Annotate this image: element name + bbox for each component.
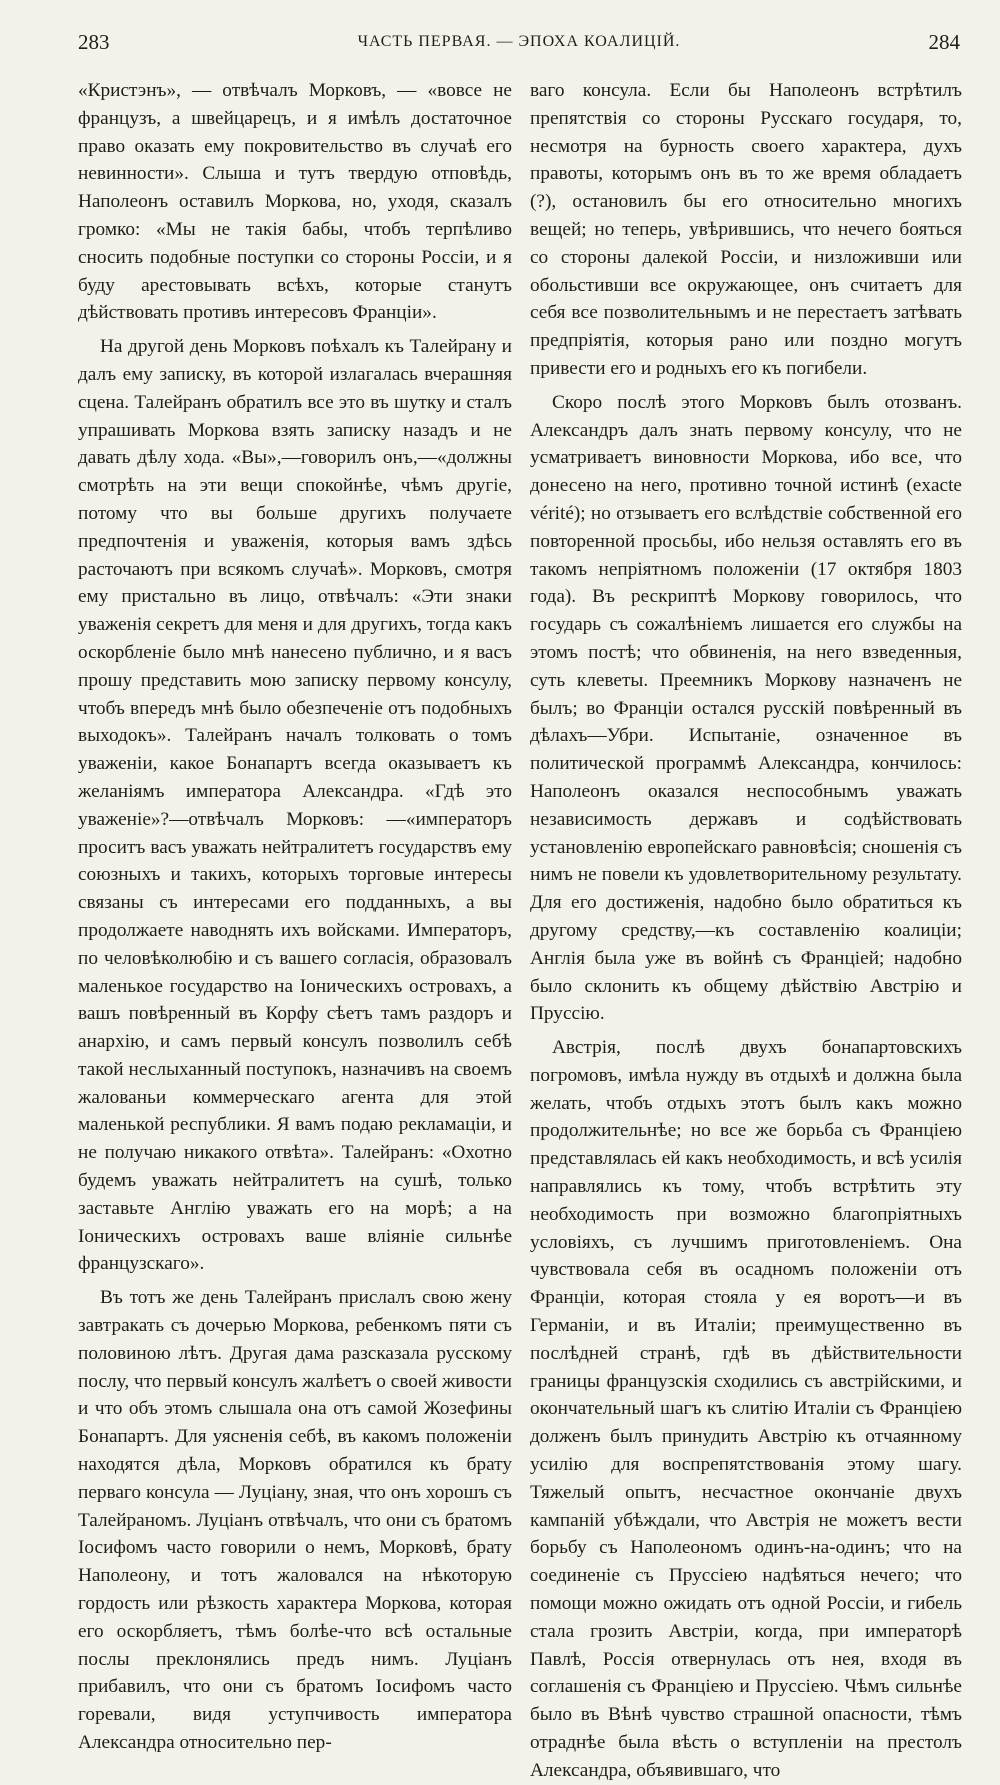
paragraph: ваго консула. Если бы Наполеонъ встрѣтилъ препятствія со стороны Русскаго государя, то, несмотря на бурность своего характера, духъ правоты, которымъ онъ въ то же время обладаетъ (?), остановилъ бы его относительно многихъ вещей; но теперь, увѣрившись, что нечего бояться со стороны далекой Россіи, и низложивши или обольстивши все окружающее, онъ считаетъ для себя все позволительнымъ и не перестаетъ затѣвать предпріятія, которыя рано или поздно могутъ привести его и родныхъ его къ погибели. (530, 80, 962, 379)
page-header (78, 30, 960, 60)
left-column (78, 77, 512, 1754)
page-number-right: 284 (928, 30, 960, 54)
paragraph: Австрія, послѣ двухъ бонапартовскихъ погромовъ, имѣла нужду въ отдыхѣ и должна была желать, чтобъ отдыхъ этотъ былъ какъ можно продолжительнѣе; но все же борьба съ Франціею представлялась ей какъ необходимость, и всѣ усилія направлялись къ тому, чтобъ встрѣтить эту необходимость при возможно благопріятныхъ условіяхъ, съ лучшимъ приготовленіемъ. Она чувствовала себя въ осадномъ положеніи отъ Франціи, которая стояла у ея воротъ—и въ Германіи, и въ Италіи; преимущественно въ послѣдней странѣ, гдѣ въ дѣйствительности границы французскія сходились съ австрійскими, и окончательный шагъ къ слитію Италіи съ Франціею долженъ былъ принудить Австрію къ отчаянному усилію для воспрепятствованія этому шагу. Тяжелый опытъ, несчастное окончаніе двухъ кампаній убѣждали, что Австрія не можетъ вести борьбу съ Наполеономъ одинъ-на-одинъ; что на соединеніе съ Пруссіею надѣяться нечего; что помощи можно ожидать отъ одной Россіи, и гибель стала грозить Австріи, когда, при императорѣ Павлѣ, Россія отвернулась отъ нея, входя въ соглашенія съ Франціею и Пруссіею. Чѣмъ сильнѣе было въ Вѣнѣ чувство страшной опасности, тѣмъ отраднѣе была вѣсть о вступленіи на престолъ Александра, объявившаго, что (530, 1037, 962, 1781)
paragraph: Скоро послѣ этого Морковъ былъ отозванъ. Александръ далъ знать первому консулу, что не усматриваетъ виновности Моркова, ибо все, что донесено на него, противно точной истинѣ (exacte vérité); но отзываетъ его вслѣдствіе собственной его повторенной просьбы, ибо нельзя оставлять его въ такомъ непріятномъ положеніи (17 октября 1803 года). Въ рескриптѣ Моркову говорилось, что государь съ сожалѣніемъ лишается его службы на этомъ постѣ; что обвиненія, на него взведенныя, суть клеветы. Преемникъ Моркову назначенъ не былъ; во Франціи остался русскій повѣренный въ дѣлахъ—Убри. Испытаніе, означенное въ политической программѣ Александра, кончилось: Наполеонъ оказался неспособнымъ уважать независимость державъ и содѣйствовать установленію европейскаго равновѣсія; сношенія съ нимъ не повели къ удовлетворительному результату. Для его достиженія, надобно было обратиться къ другому средству,—къ составленію коалиціи; Англія была уже въ войнѣ съ Франціей; надобно было склонить къ общему дѣйствію Австрію и Пруссію. (530, 391, 962, 1025)
page-number-left: 283 (78, 30, 110, 54)
running-title: ЧАСТЬ ПЕРВАЯ. — ЭПОХА КОАЛИЦІЙ. (357, 33, 681, 50)
paragraph: «Кристэнъ», — отвѣчалъ Морковъ, — «вовсе не французъ, а швейцарецъ, и я имѣлъ достаточное право оказать ему покровительство въ случаѣ его невинности». Слыша и тутъ твердую отповѣдь, Наполеонъ оставилъ Моркова, но, уходя, сказалъ громко: «Мы не такія бабы, чтобъ терпѣливо сносить подобные поступки со стороны Россіи, и я буду арестовывать всѣхъ, которые станутъ дѣйствовать противъ интересовъ Франціи». (78, 80, 512, 324)
paragraph: На другой день Морковъ поѣхалъ къ Талейрану и далъ ему записку, въ которой излагалась вчерашняя сцена. Талейранъ обратилъ все это въ шутку и сталъ упрашивать Моркова взять записку назадъ и не давать дѣлу хода. «Вы»,—говорилъ онъ,—«должны смотрѣть на эти вещи спокойнѣе, чѣмъ другіе, потому что вы больше другихъ получаете предпочтенія и уваженія, которыя вамъ здѣсь расточаютъ при всякомъ случаѣ». Морковъ, смотря ему пристально въ лицо, отвѣчалъ: «Эти знаки уваженія секретъ для меня и для другихъ, тогда какъ оскорбленіе было мнѣ нанесено публично, и я васъ прошу представить мою записку первому консулу, чтобъ впередъ мнѣ было обезпеченіе отъ подобныхъ выходокъ». Талейранъ началъ толковать о томъ уваженіи, какое Бонапартъ всегда оказываетъ къ желаніямъ императора Александра. «Гдѣ это уваженіе»?—отвѣчалъ Морковъ: —«императоръ проситъ васъ уважать нейтралитетъ государствъ ему союзныхъ и такихъ, которыхъ торговые интересы связаны съ интересами его подданныхъ, а вы продолжаете наводнять ихъ войсками. Императоръ, по человѣколюбію и съ вашего согласія, образовалъ маленькое государство на Іоническихъ островахъ, а вашъ повѣренный въ Корфу сѣетъ тамъ раздоръ и анархію, и самъ первый консулъ позволилъ себѣ такой неслыханный поступокъ, назначивъ на своемъ жалованьи коммерческаго агента для этой маленькой республики. Я вамъ подаю рекламаціи, и не получаю никакого отвѣта». Талейранъ: «Охотно будемъ уважать нейтралитетъ на сушѣ, только заставьте Англію уважать его на морѣ; а на Іоническихъ островахъ ваше вліяніе сильнѣе французскаго». (78, 336, 512, 1275)
right-column (530, 77, 962, 1781)
paragraph: Въ тотъ же день Талейранъ прислалъ свою жену завтракать съ дочерью Моркова, ребенкомъ пяти съ половиною лѣтъ. Другая дама разсказала русскому послу, что первый консулъ жалѣетъ о своей живости и что объ этомъ слышала она отъ самой Жозефины Бонапартъ. Для уясненія себѣ, въ какомъ положеніи находятся дѣла, Морковъ обратился къ брату перваго консула — Луціану, зная, что онъ хорошъ съ Талейраномъ. Луціанъ отвѣчалъ, что они съ братомъ Іосифомъ часто говорили о немъ, Морковѣ, брату Наполеону, и тотъ жаловался на нѣкоторую гордость или рѣзкость характера Моркова, которая его оскорбляетъ, тѣмъ болѣе-что всѣ остальные послы преклонялись предъ нимъ. Луціанъ прибавилъ, что они съ братомъ Іосифомъ часто горевали, видя уступчивость императора Александра относительно пер- (78, 1287, 512, 1754)
